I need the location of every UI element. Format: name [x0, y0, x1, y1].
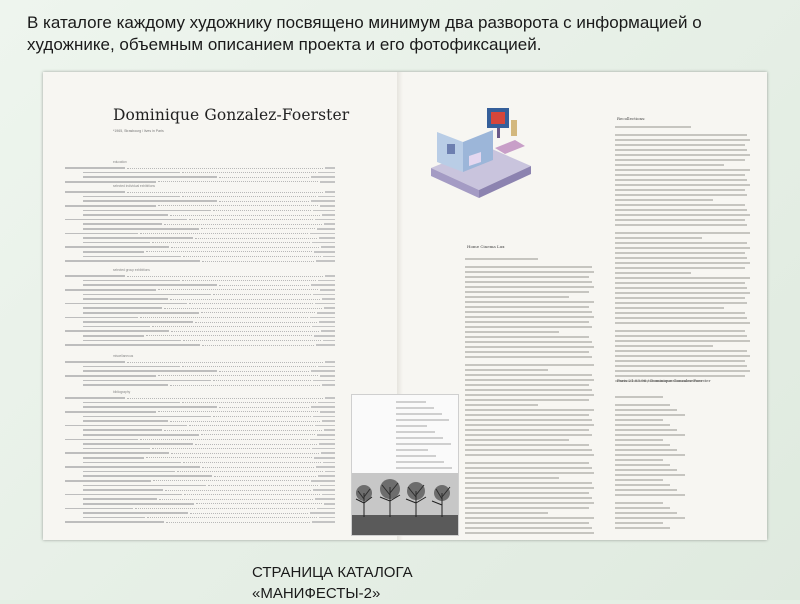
cv-row	[65, 245, 335, 249]
essay-line	[465, 444, 589, 446]
essay-line	[465, 399, 589, 401]
cv-row	[65, 474, 335, 478]
essay-line	[615, 484, 670, 486]
cv-row	[65, 414, 335, 418]
essay-line	[465, 286, 594, 288]
essay-line	[465, 281, 592, 283]
essay-line	[615, 179, 747, 181]
essay-line	[465, 492, 589, 494]
cv-row	[65, 231, 335, 235]
catalog-page-left	[43, 72, 399, 540]
section-education-label: education	[113, 160, 127, 164]
essay-line	[465, 477, 559, 479]
cv-row	[65, 222, 335, 226]
cv-row	[65, 171, 335, 175]
cv-row	[65, 218, 335, 222]
recollections-heading: Recollections:	[617, 116, 646, 121]
essay-title: Home Cinema Lux	[467, 244, 505, 249]
essay-line	[465, 301, 594, 303]
inset-line	[396, 461, 444, 463]
essay-line	[465, 346, 594, 348]
essay-line	[465, 434, 592, 436]
inset-line	[396, 425, 427, 427]
essay-line	[615, 272, 691, 274]
essay-line	[465, 502, 594, 504]
cv-row	[65, 433, 335, 437]
inset-line	[396, 419, 449, 421]
essay-line	[615, 424, 670, 426]
cv-row	[65, 199, 335, 203]
artist-meta: *1965, Strasbourg / lives in Paris	[113, 129, 164, 133]
cv-row	[65, 401, 335, 405]
slide-caption	[252, 562, 552, 604]
section-bibliography-label: bibliography	[113, 390, 131, 394]
essay-line	[615, 419, 663, 421]
cv-row	[65, 424, 335, 428]
essay-line	[465, 414, 589, 416]
cv-row	[65, 378, 335, 382]
essay-line	[615, 204, 745, 206]
essay-line	[615, 494, 685, 496]
essay-line	[615, 409, 677, 411]
essay-line	[615, 174, 745, 176]
cv-row	[65, 483, 335, 487]
cv-row	[65, 493, 335, 497]
essay-line	[615, 350, 747, 352]
essay-line	[615, 247, 750, 249]
essay-line	[615, 375, 745, 377]
cv-row	[65, 254, 335, 258]
essay-line	[465, 379, 594, 381]
essay-line	[465, 351, 589, 353]
cv-row	[65, 259, 335, 263]
essay-line	[615, 322, 750, 324]
essay-line	[615, 449, 677, 451]
essay-line	[615, 164, 724, 166]
essay-line	[465, 296, 569, 298]
essay-line	[615, 502, 663, 504]
essay-line	[615, 199, 713, 201]
essay-line	[465, 384, 589, 386]
essay-line	[615, 434, 685, 436]
essay-line	[615, 139, 750, 141]
essay-line	[615, 404, 670, 406]
cv-row	[65, 365, 335, 369]
cv-row	[65, 288, 335, 292]
essay-line	[465, 439, 569, 441]
inset-line	[396, 443, 451, 445]
essay-line	[615, 149, 747, 151]
essay-line	[615, 345, 713, 347]
essay-line	[465, 326, 592, 328]
artist-name: Dominique Gonzalez-Foerster	[113, 106, 350, 124]
cv-row	[65, 227, 335, 231]
essay-line	[465, 389, 592, 391]
essay-line	[465, 321, 589, 323]
cv-row	[65, 405, 335, 409]
essay-line	[615, 474, 685, 476]
essay-line	[615, 317, 747, 319]
essay-line	[615, 444, 670, 446]
cv-row	[65, 396, 335, 400]
cv-row	[65, 520, 335, 524]
essay-line	[465, 487, 594, 489]
essay-line	[465, 291, 589, 293]
essay-line	[615, 224, 747, 226]
inset-line	[396, 467, 452, 469]
essay-line	[615, 159, 745, 161]
essay-line	[615, 277, 750, 279]
essay-line	[465, 311, 592, 313]
essay-line	[465, 331, 559, 333]
cv-row	[65, 428, 335, 432]
essay-line	[615, 297, 745, 299]
essay-line	[615, 517, 685, 519]
cv-row	[65, 369, 335, 373]
essay-line	[465, 507, 589, 509]
cv-row	[65, 516, 335, 520]
cv-row	[65, 511, 335, 515]
cv-row	[65, 338, 335, 342]
cv-row	[65, 292, 335, 296]
essay-line	[465, 409, 594, 411]
slide-heading: В каталоге каждому художнику посвящено минимум два разворота с информацией о художнике, объемным описанием проекта и его фотофиксацией.	[27, 13, 702, 54]
essay-line	[465, 356, 592, 358]
essay-line	[615, 302, 747, 304]
cv-row	[65, 470, 335, 474]
cv-row	[65, 325, 335, 329]
cv-row	[65, 374, 335, 378]
caption-line-1: СТРАНИЦА КАТАЛОГА	[252, 564, 413, 581]
essay-line	[615, 512, 677, 514]
installation-photo	[423, 86, 535, 204]
cv-row	[65, 334, 335, 338]
caption-line-2: «МАНИФЕСТЫ-2»	[252, 585, 381, 602]
cv-row	[65, 213, 335, 217]
essay-line	[465, 258, 538, 260]
essay-line	[615, 454, 685, 456]
essay-line	[465, 364, 594, 366]
cv-row	[65, 250, 335, 254]
essay-line	[465, 522, 589, 524]
cv-row	[65, 343, 335, 347]
essay-line	[615, 267, 745, 269]
essay-line	[615, 252, 745, 254]
essay-line	[465, 424, 594, 426]
essay-line	[465, 306, 589, 308]
inset-line	[396, 407, 434, 409]
essay-line	[615, 489, 677, 491]
catalog-spread	[43, 72, 767, 540]
essay-line	[615, 414, 685, 416]
essay-line	[465, 512, 548, 514]
essay-line	[615, 154, 750, 156]
tree-landscape-photo	[352, 473, 458, 535]
cv-row	[65, 175, 335, 179]
essay-line	[465, 394, 594, 396]
inset-line	[396, 413, 442, 415]
essay-line	[465, 454, 594, 456]
essay-line	[615, 479, 663, 481]
essay-column-1	[465, 258, 597, 537]
inset-line	[396, 455, 436, 457]
essay-line	[465, 369, 548, 371]
essay-line	[615, 209, 747, 211]
essay-line	[615, 189, 745, 191]
essay-line	[615, 257, 747, 259]
essay-line	[615, 360, 745, 362]
section-misc-label: miscellaneous	[113, 354, 134, 358]
essay-line	[615, 439, 663, 441]
essay-line	[465, 316, 594, 318]
essay-line	[465, 336, 589, 338]
essay-line	[465, 276, 589, 278]
cv-row	[65, 274, 335, 278]
cv-row	[65, 447, 335, 451]
inset-line	[396, 401, 426, 403]
essay-line	[465, 404, 538, 406]
cv-row	[65, 506, 335, 510]
essay-line	[615, 194, 747, 196]
essay-line	[465, 266, 592, 268]
cv-row	[65, 497, 335, 501]
essay-line	[615, 365, 747, 367]
essay-line	[465, 449, 592, 451]
essay-line	[615, 459, 663, 461]
essay-line	[615, 126, 691, 128]
essay-line	[615, 242, 747, 244]
cv-row	[65, 383, 335, 387]
inset-line	[396, 437, 443, 439]
essay-line	[615, 507, 670, 509]
essay-line	[465, 419, 592, 421]
essay-line	[615, 429, 677, 431]
essay-line	[465, 462, 589, 464]
cv-row	[65, 283, 335, 287]
essay-line	[615, 355, 750, 357]
cv-row	[65, 279, 335, 283]
cv-row	[65, 479, 335, 483]
essay-line	[465, 527, 592, 529]
cv-row	[65, 437, 335, 441]
essay-line	[615, 232, 750, 234]
inset-line	[396, 431, 435, 433]
essay-line	[465, 374, 592, 376]
cv-row	[65, 166, 335, 170]
inset-page-text	[396, 401, 456, 473]
essay-column-3	[615, 396, 703, 532]
essay-line	[615, 335, 747, 337]
essay-line	[615, 307, 724, 309]
essay-line	[615, 214, 750, 216]
cv-row	[65, 204, 335, 208]
essay-line	[615, 312, 745, 314]
essay-line	[615, 292, 750, 294]
cv-row	[65, 236, 335, 240]
cv-row	[65, 297, 335, 301]
essay-line	[465, 497, 592, 499]
essay-line	[615, 237, 702, 239]
essay-line	[465, 467, 592, 469]
cv-row	[65, 180, 335, 184]
essay-line	[615, 262, 750, 264]
essay-line	[615, 396, 663, 398]
cv-row	[65, 451, 335, 455]
cv-row	[65, 502, 335, 506]
cv-row	[65, 195, 335, 199]
cv-row	[65, 419, 335, 423]
cv-row	[65, 456, 335, 460]
cv-row	[65, 329, 335, 333]
cv-row	[65, 208, 335, 212]
cv-row	[65, 442, 335, 446]
cv-row	[65, 360, 335, 364]
essay-line	[465, 429, 589, 431]
cv-row	[65, 410, 335, 414]
essay-line	[615, 527, 670, 529]
cv-row	[65, 488, 335, 492]
cv-row	[65, 460, 335, 464]
essay-line	[615, 144, 745, 146]
catalog-inset-photo	[351, 394, 459, 536]
cv-row	[65, 241, 335, 245]
cv-row	[65, 320, 335, 324]
essay-line	[615, 287, 747, 289]
essay-line	[615, 134, 747, 136]
cv-row	[65, 311, 335, 315]
cv-row	[65, 306, 335, 310]
cv-row	[65, 190, 335, 194]
cv-row	[65, 315, 335, 319]
essay-line	[615, 330, 745, 332]
essay-line	[615, 469, 677, 471]
inset-line	[396, 449, 428, 451]
essay-line	[615, 184, 750, 186]
essay-line	[615, 522, 663, 524]
essay-line	[465, 532, 594, 534]
essay-line	[465, 517, 594, 519]
essay-line	[465, 341, 592, 343]
section-solo-label: selected individual exhibitions	[113, 184, 155, 188]
essay-line	[465, 482, 592, 484]
essay-line	[615, 282, 745, 284]
essay-line	[615, 340, 750, 342]
essay-line	[615, 219, 745, 221]
essay-signature: Paris 21.03.96 / Dominique Gonzalez-Foerster	[617, 378, 711, 383]
essay-column-2	[615, 126, 753, 385]
cv-row	[65, 302, 335, 306]
essay-line	[615, 464, 670, 466]
essay-line	[615, 169, 750, 171]
essay-line	[465, 271, 594, 273]
cv-row	[65, 465, 335, 469]
essay-line	[615, 370, 750, 372]
section-group-label: selected group exhibitions	[113, 268, 150, 272]
essay-line	[465, 472, 594, 474]
